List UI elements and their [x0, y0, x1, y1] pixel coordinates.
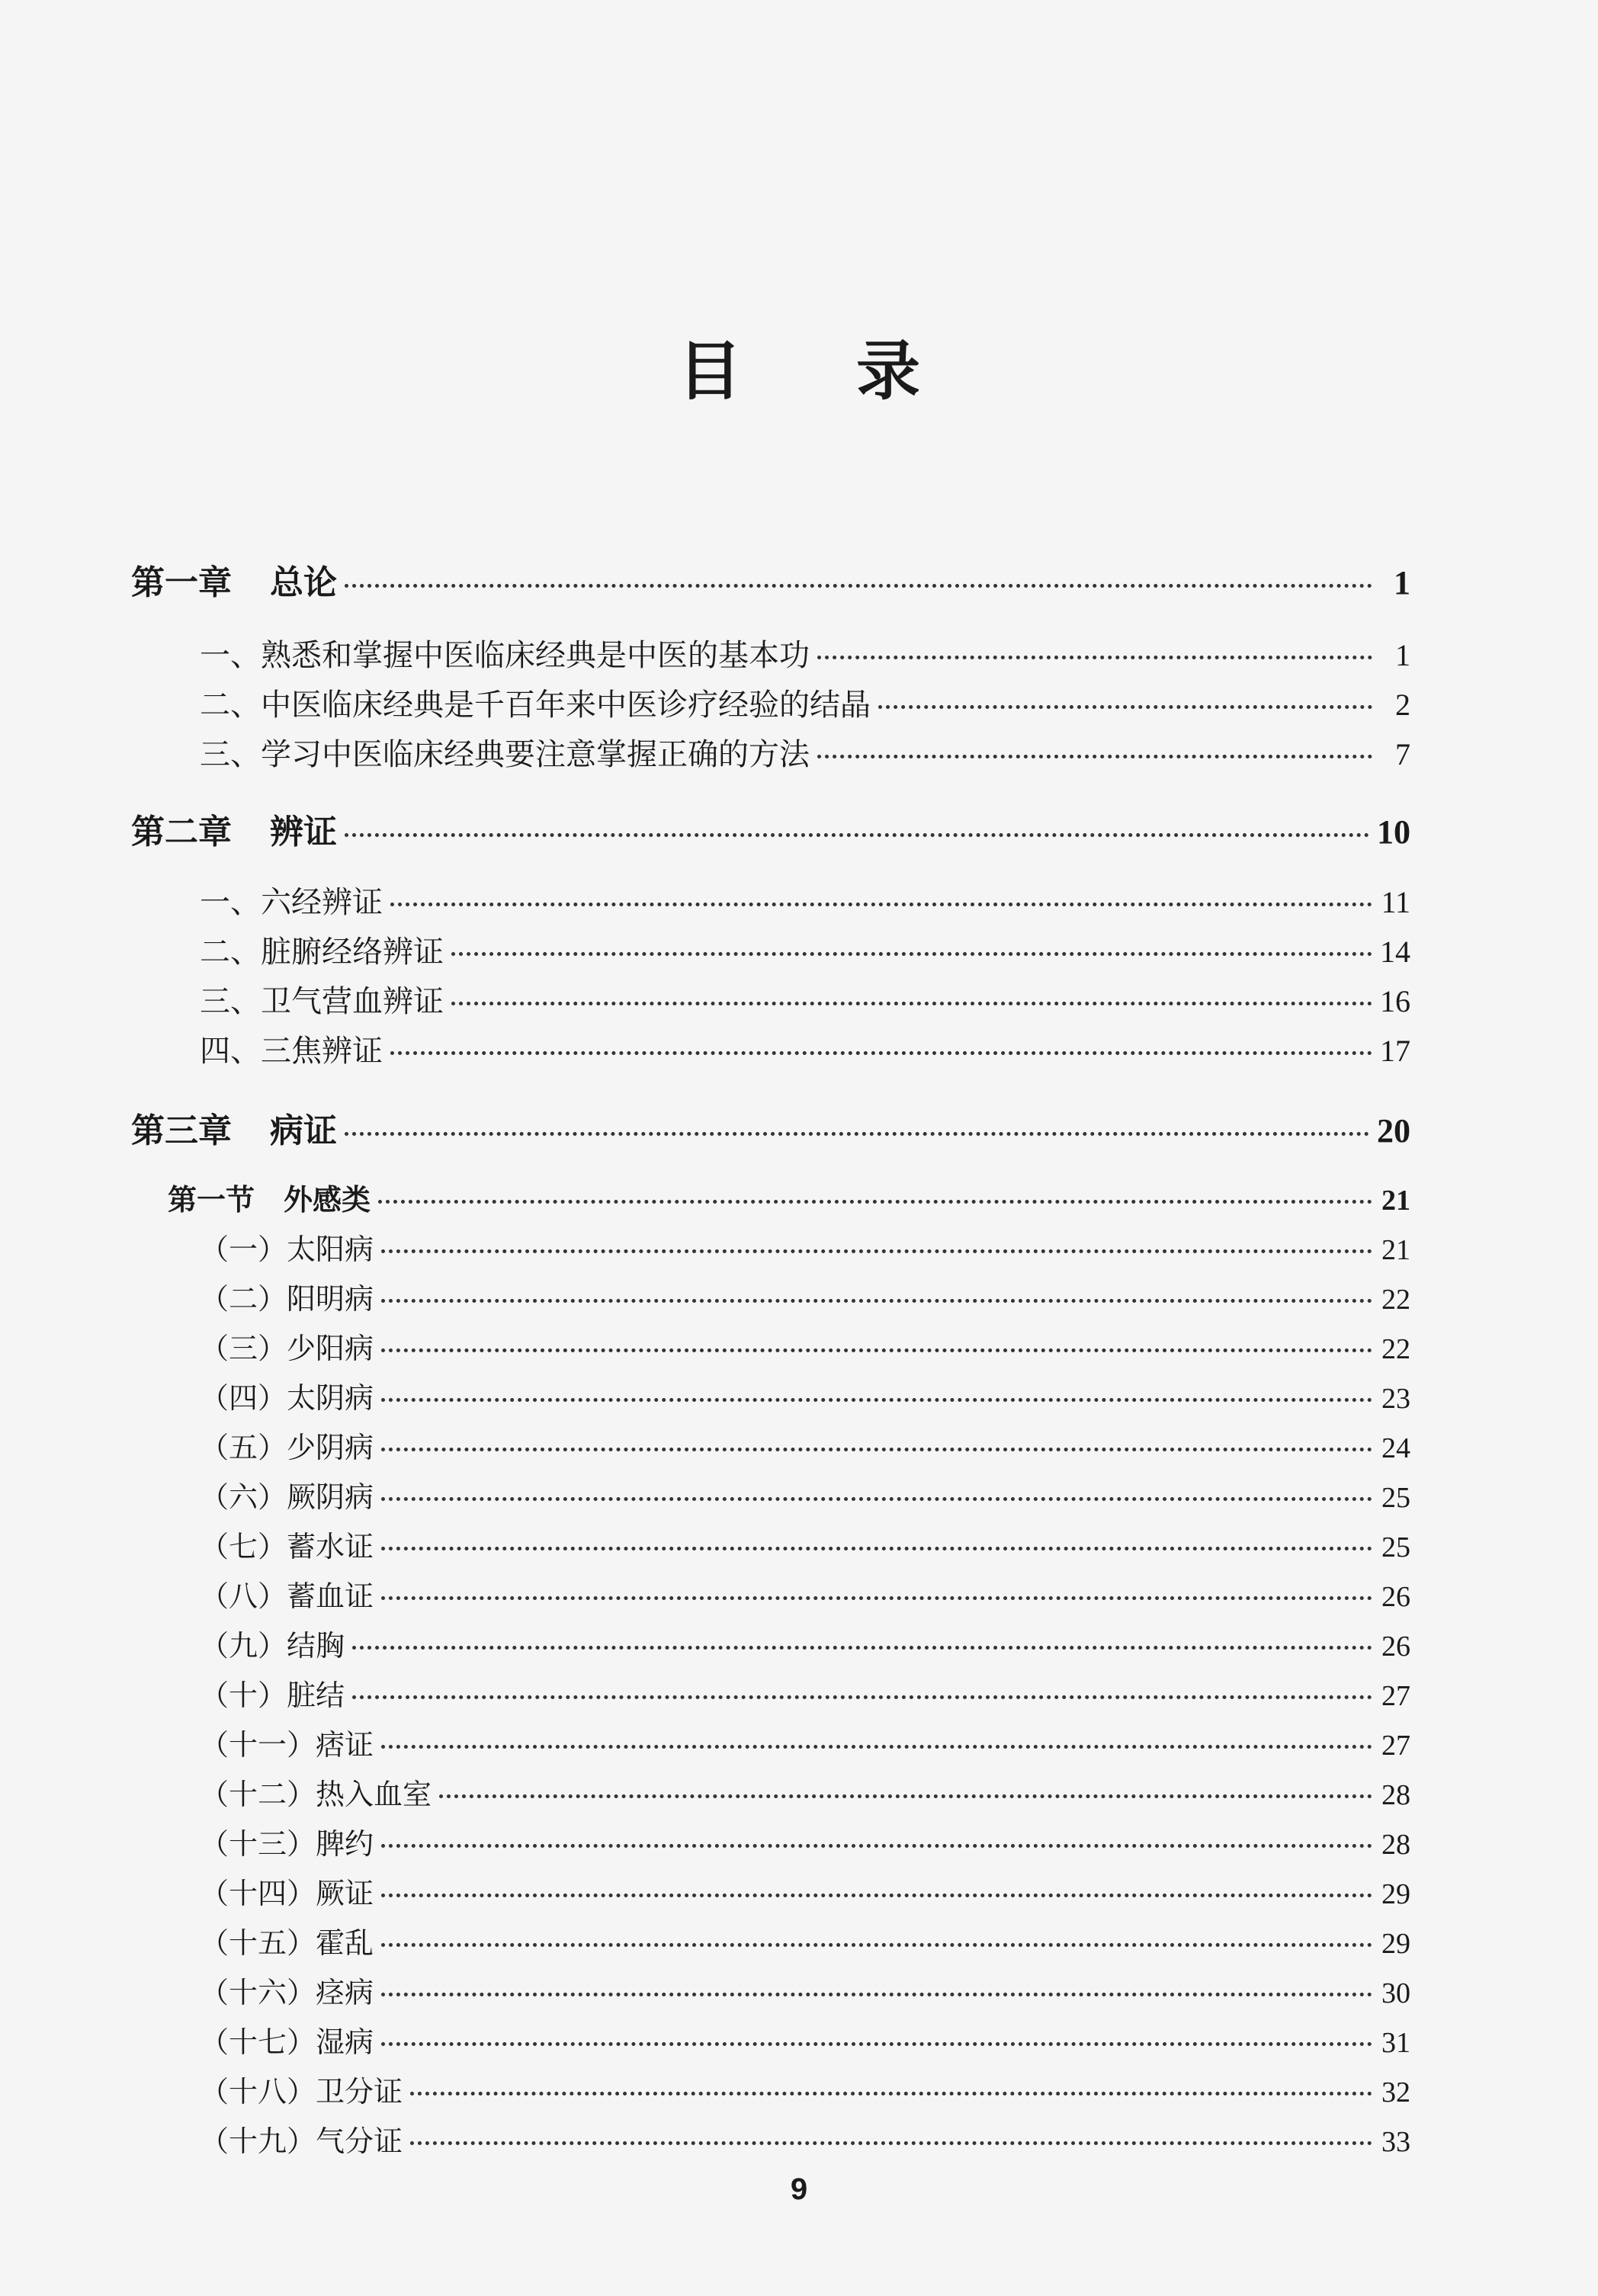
- entry-title: （四）太阴病: [200, 1381, 374, 1415]
- chapter-title: 总论: [270, 563, 337, 602]
- entry-page-number: 27: [1381, 1730, 1410, 1762]
- dot-leader: [352, 1646, 1372, 1650]
- dot-leader: [381, 2042, 1372, 2046]
- entry-title: 一、六经辨证: [200, 885, 383, 920]
- toc-chapter: [131, 804, 1410, 853]
- toc-entry: [200, 1771, 1410, 1813]
- toc-entry: [200, 878, 1410, 922]
- entry-page-number: 17: [1380, 1034, 1410, 1068]
- toc-entry: [200, 1027, 1410, 1070]
- dot-leader: [345, 1132, 1369, 1136]
- page-title: [0, 320, 1598, 412]
- chapter-heading: [131, 1103, 337, 1152]
- entry-title: （九）结胸: [200, 1629, 345, 1663]
- dot-leader: [439, 1794, 1372, 1798]
- toc-entry: [200, 631, 1410, 675]
- entry-page-number: 30: [1381, 1977, 1410, 2009]
- entry-page-number: 24: [1381, 1432, 1410, 1464]
- chapter-heading: [131, 555, 337, 604]
- title-char-2: 录: [856, 333, 921, 409]
- dot-leader: [381, 1943, 1372, 1947]
- entry-page-number: 27: [1381, 1680, 1410, 1712]
- toc-entry: [200, 2019, 1410, 2060]
- entry-page-number: 26: [1381, 1631, 1410, 1663]
- entry-page-number: 22: [1381, 1284, 1410, 1316]
- dot-leader: [410, 2092, 1372, 2096]
- toc-entry: [200, 2068, 1410, 2110]
- toc-section: [168, 1176, 1410, 1218]
- entry-title: （六）厥阴病: [200, 1480, 374, 1514]
- toc-entry: [200, 1325, 1410, 1367]
- toc-entry: [200, 1721, 1410, 1763]
- entry-title: （十）脏结: [200, 1679, 345, 1712]
- dot-leader: [390, 903, 1372, 906]
- entry-page-number: 16: [1380, 984, 1410, 1018]
- entry-page-number: 7: [1395, 737, 1410, 771]
- dot-leader: [381, 1398, 1372, 1402]
- toc-entry: [200, 1374, 1410, 1416]
- entry-page-number: 22: [1381, 1333, 1410, 1365]
- chapter-label: 第二章: [131, 813, 232, 851]
- toc-entry: [200, 1919, 1410, 1961]
- toc-entry: [200, 1820, 1410, 1862]
- dot-leader: [345, 833, 1369, 837]
- entry-page-number: 11: [1381, 885, 1410, 919]
- entry-title: （五）少阴病: [200, 1431, 374, 1464]
- chapter-heading: [131, 804, 337, 853]
- chapter-label: 第三章: [131, 1111, 232, 1150]
- chapter-title: 辨证: [270, 813, 337, 851]
- entry-title: （八）蓄血证: [200, 1579, 374, 1613]
- toc-entry: [200, 2118, 1410, 2160]
- dot-leader: [451, 952, 1372, 956]
- dot-leader: [381, 1299, 1372, 1303]
- entry-title: （一）太阳病: [200, 1233, 374, 1266]
- dot-leader: [381, 1448, 1372, 1451]
- entry-title: 二、脏腑经络辨证: [200, 935, 444, 970]
- dot-leader: [352, 1695, 1372, 1699]
- entry-title: （十六）痉病: [200, 1976, 374, 2009]
- toc-entry: [200, 1870, 1410, 1912]
- dot-leader: [381, 1348, 1372, 1352]
- toc-entry: [200, 1573, 1410, 1615]
- dot-leader: [381, 1497, 1372, 1501]
- entry-page-number: 28: [1381, 1829, 1410, 1861]
- toc-entry: [200, 1672, 1410, 1714]
- dot-leader: [878, 705, 1372, 709]
- entry-page-number: 31: [1381, 2027, 1410, 2059]
- entry-title: 四、三焦辨证: [200, 1034, 383, 1069]
- chapter-title: 病证: [270, 1111, 337, 1150]
- toc-entry: [200, 1473, 1410, 1515]
- toc-entry: [200, 1969, 1410, 2011]
- entry-title: 二、中医临床经典是千百年来中医诊疗经验的结晶: [200, 688, 871, 723]
- toc-entry: [200, 977, 1410, 1021]
- entry-page-number: 26: [1381, 1581, 1410, 1613]
- dot-leader: [410, 2141, 1372, 2145]
- entry-page-number: 10: [1377, 813, 1410, 851]
- dot-leader: [817, 755, 1372, 758]
- toc-entry: [200, 1226, 1410, 1268]
- dot-leader: [381, 1844, 1372, 1848]
- entry-title: （七）蓄水证: [200, 1530, 374, 1563]
- entry-title: （十七）湿病: [200, 2025, 374, 2059]
- dot-leader: [381, 1547, 1372, 1550]
- entry-title: 第一节 外感类: [168, 1182, 371, 1217]
- toc-entry: [200, 1622, 1410, 1664]
- title-char-1: 目: [677, 333, 742, 409]
- toc-entry: [200, 730, 1410, 774]
- toc-entry: [200, 1523, 1410, 1565]
- entry-page-number: 25: [1381, 1531, 1410, 1563]
- entry-title: （二）阳明病: [200, 1282, 374, 1316]
- entry-title: （十二）热入血室: [200, 1778, 432, 1811]
- dot-leader: [381, 1745, 1372, 1749]
- entry-page-number: 33: [1381, 2126, 1410, 2158]
- dot-leader: [378, 1200, 1372, 1204]
- entry-page-number: 25: [1381, 1482, 1410, 1514]
- entry-title: （三）少阳病: [200, 1332, 374, 1365]
- toc-chapter: [131, 1103, 1410, 1152]
- entry-page-number: 14: [1380, 935, 1410, 969]
- chapter-label: 第一章: [131, 563, 232, 602]
- dot-leader: [390, 1051, 1372, 1055]
- toc-chapter: [131, 555, 1410, 604]
- entry-page-number: 20: [1377, 1112, 1410, 1150]
- dot-leader: [381, 1993, 1372, 1996]
- entry-page-number: 21: [1381, 1185, 1410, 1217]
- entry-page-number: 1: [1395, 638, 1410, 672]
- toc-entry: [200, 928, 1410, 971]
- dot-leader: [817, 656, 1372, 659]
- entry-title: （十九）气分证: [200, 2124, 403, 2158]
- entry-page-number: 29: [1381, 1928, 1410, 1960]
- entry-title: 一、熟悉和掌握中医临床经典是中医的基本功: [200, 638, 810, 673]
- toc-entry: [200, 1424, 1410, 1466]
- entry-title: （十三）脾约: [200, 1827, 374, 1861]
- dot-leader: [381, 1249, 1372, 1253]
- entry-page-number: 2: [1395, 688, 1410, 722]
- entry-title: （十八）卫分证: [200, 2075, 403, 2108]
- entry-page-number: 23: [1381, 1383, 1410, 1415]
- toc-entry: [200, 681, 1410, 724]
- entry-page-number: 32: [1381, 2076, 1410, 2108]
- entry-title: （十五）霍乱: [200, 1926, 374, 1960]
- entry-page-number: 28: [1381, 1779, 1410, 1811]
- entry-title: （十一）痞证: [200, 1728, 374, 1762]
- entry-page-number: 29: [1381, 1878, 1410, 1910]
- dot-leader: [345, 584, 1372, 588]
- entry-title: （十四）厥证: [200, 1877, 374, 1910]
- page-number: 9: [790, 2173, 808, 2206]
- dot-leader: [451, 1002, 1372, 1005]
- toc-entry: [200, 1275, 1410, 1317]
- entry-page-number: 21: [1381, 1234, 1410, 1266]
- dot-leader: [381, 1894, 1372, 1897]
- entry-page-number: 1: [1394, 564, 1410, 601]
- entry-title: 三、卫气营血辨证: [200, 984, 444, 1019]
- entry-title: 三、学习中医临床经典要注意掌握正确的方法: [200, 737, 810, 772]
- dot-leader: [381, 1596, 1372, 1600]
